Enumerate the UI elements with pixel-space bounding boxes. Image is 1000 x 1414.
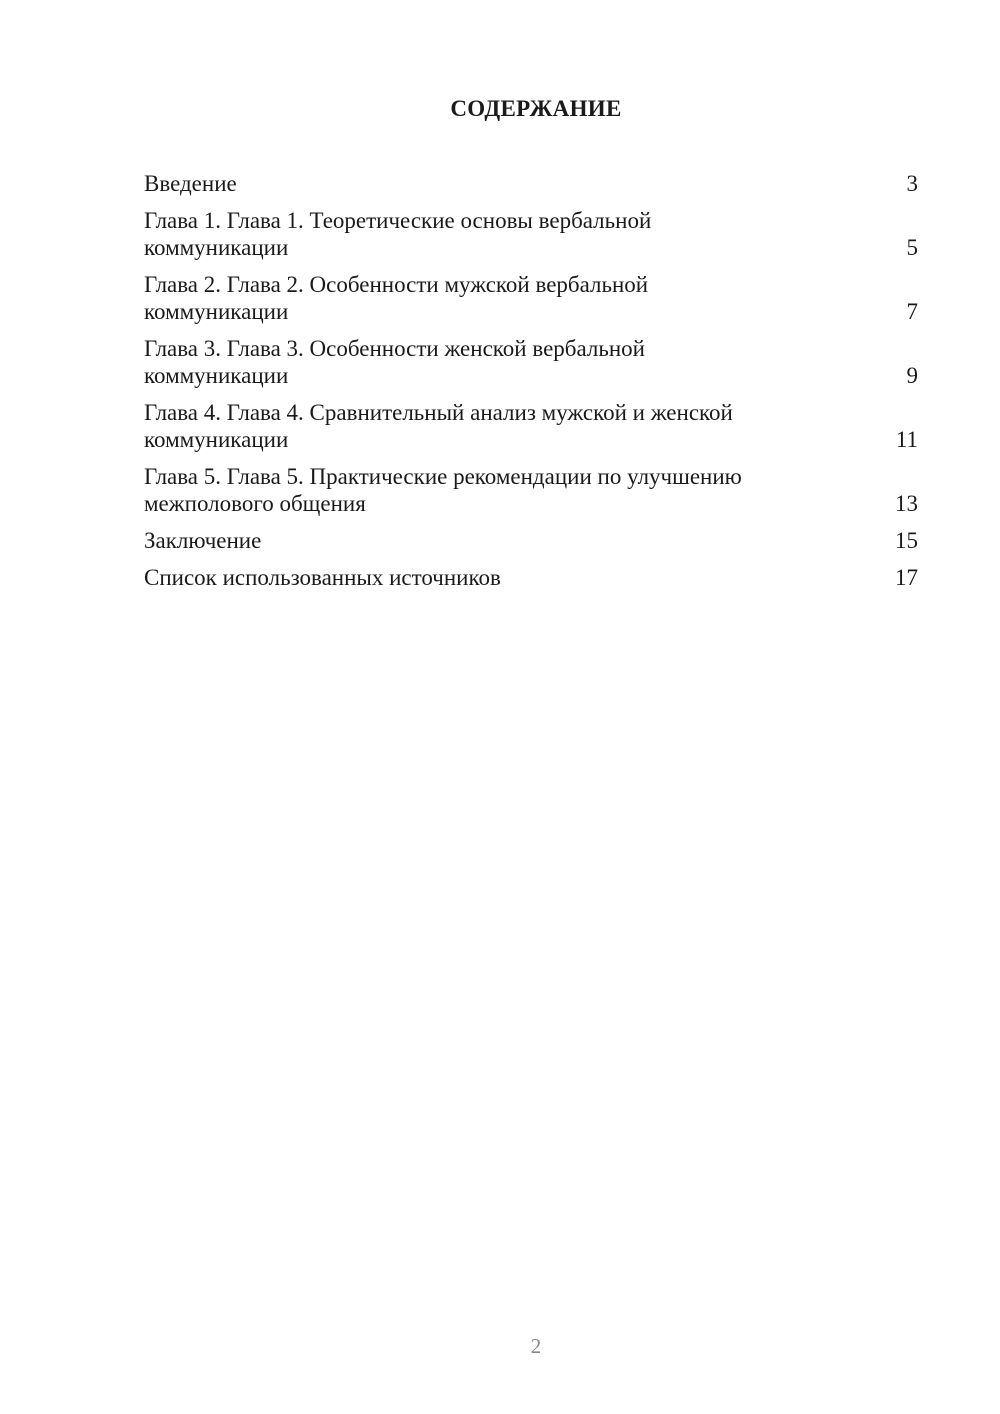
toc-entry-chapter-2[interactable] — [144, 271, 918, 325]
toc-entry-label: Глава 4. Глава 4. Сравнительный анализ мужской и женской коммуникации — [144, 400, 733, 452]
toc-entry-page: 13 — [895, 491, 918, 516]
toc-entry-label: Заключение — [144, 528, 262, 553]
toc-entry-references[interactable] — [144, 564, 918, 591]
toc-entry-chapter-3[interactable] — [144, 335, 918, 389]
toc-entry-label: Глава 3. Глава 3. Особенности женской вербальной коммуникации — [144, 336, 645, 388]
toc-entry-page: 7 — [906, 299, 918, 324]
toc-entry-label: Глава 1. Глава 1. Теоретические основы вербальной коммуникации — [144, 208, 652, 260]
toc-entry-chapter-5[interactable] — [144, 463, 918, 517]
toc-entry-label: Список использованных источников — [144, 565, 501, 590]
toc-entry-introduction[interactable] — [144, 170, 918, 197]
toc-entry-page: 11 — [895, 427, 918, 452]
toc-entry-page: 9 — [906, 363, 918, 388]
toc-entry-label: Глава 2. Глава 2. Особенности мужской вербальной коммуникации — [144, 272, 649, 324]
toc-entry-chapter-4[interactable] — [144, 399, 918, 453]
toc-entry-page: 17 — [895, 565, 918, 590]
toc-entry-chapter-1[interactable] — [144, 207, 918, 261]
toc-entry-label: Глава 5. Глава 5. Практические рекомендации по улучшению межполового общения — [144, 464, 742, 516]
toc-entry-page: 3 — [906, 171, 918, 196]
table-of-contents — [144, 170, 918, 601]
page-title: СОДЕРЖАНИЕ — [450, 96, 622, 121]
toc-entry-page: 5 — [906, 235, 918, 260]
toc-entry-label: Введение — [144, 171, 237, 196]
toc-entry-page: 15 — [895, 528, 918, 553]
toc-entry-conclusion[interactable] — [144, 527, 918, 554]
page-number: 2 — [530, 1334, 542, 1358]
